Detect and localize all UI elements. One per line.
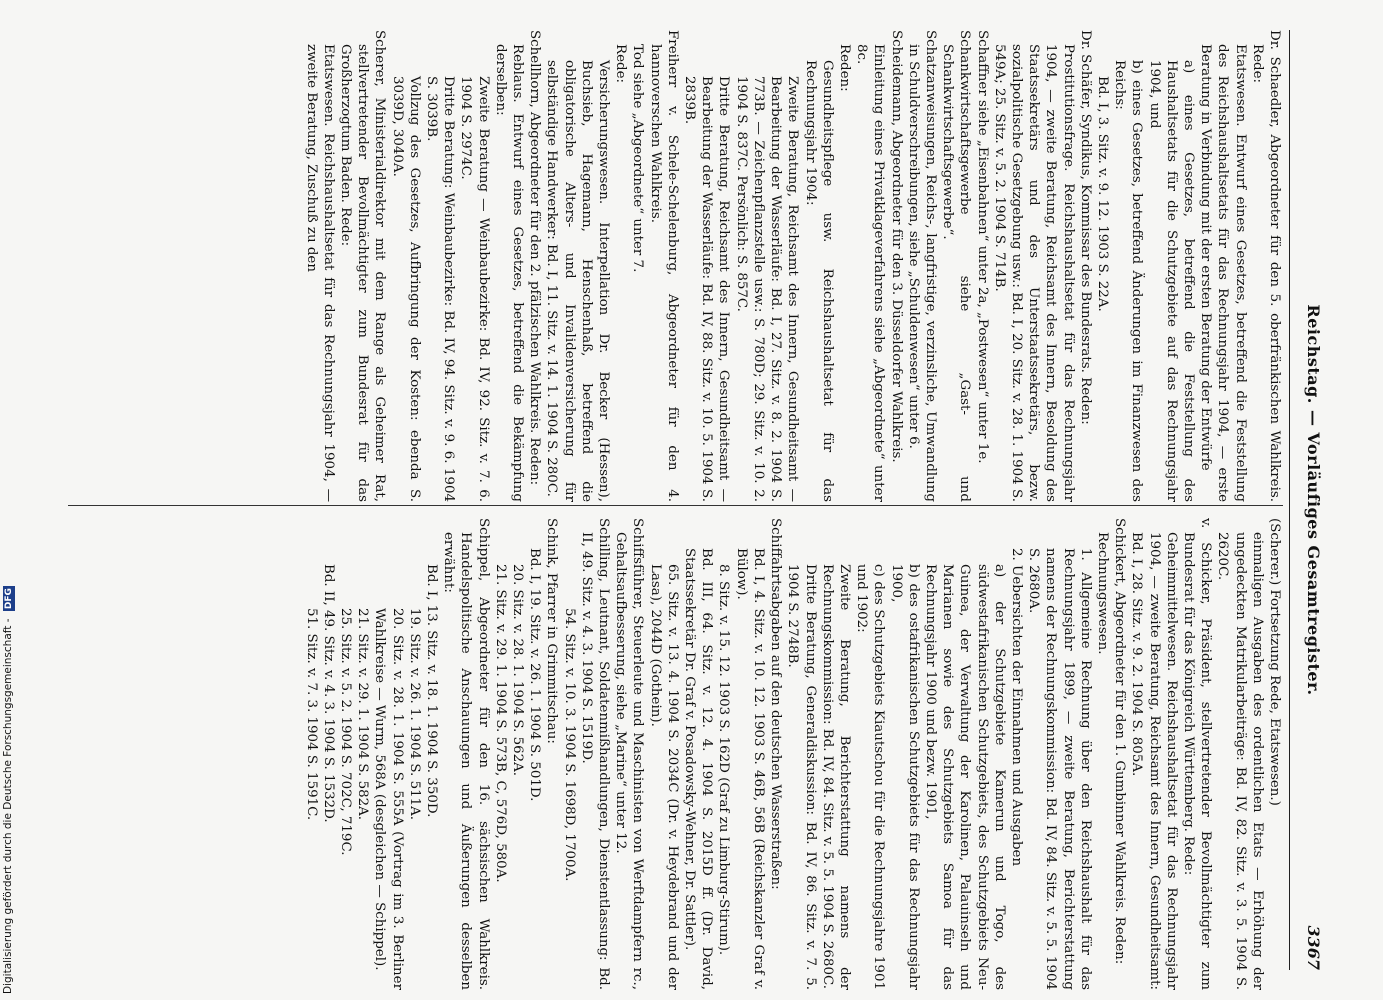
index-entry: Schickert, Abgeordneter für den 1. Gumbinner Wahlkreis. Reden: (1112, 518, 1128, 965)
index-entry: Scherer, Ministerialdirektor mit dem Range als Geheimer Rat, stellvertretender Bevollmächtigter zum Bundesrat für das Großherzogtum Baden. Rede: (338, 30, 388, 502)
index-entry: 51. Sitz. v. 7. 3. 1904 S. 1591C. (303, 608, 319, 821)
index-entry: Reden: (836, 44, 852, 92)
running-header (1293, 30, 1323, 970)
index-entry: Bd. I, 4. Sitz. v. 10. 12. 1903 S. 46B, 56B (Reichskanzler Graf v. Bülow). (733, 548, 766, 990)
page-number: 3367 (1304, 925, 1323, 970)
index-entry: b) des ostafrikanischen Schutzgebiets für das Rechnungsjahr 1900, (888, 564, 921, 990)
index-entry: Reblaus. Entwurf eines Gesetzes, betreffend die Bekämpfung derselben: (492, 44, 526, 502)
index-entry: Tod siehe „Abgeordnete“ unter 7. (630, 44, 646, 273)
dfg-logo: DFG (4, 588, 14, 610)
index-entry: Prostitutionsfrage. Reichshaushaltsetat für das Rechnungsjahr 1904, — zweite Beratung, Reichsamt des Innern, Besoldung des Staatssekretärs und des Unterstaatssekretärs, bezw. sozialpolitische Gesetzgebung usw.: Bd. I, 20. Sitz. v. 28. 1. 1904 S. 549A; 25. Sitz. v. 5. 2. 1904 S. 714B. (991, 44, 1076, 502)
index-entry: Schink, Pfarrer in Grimmitschau: (544, 518, 560, 744)
header-title: Reichstag. — Vorläufiges Gesamtregister. (1304, 304, 1323, 696)
index-entry: Dr. Schäfer, Syndikus, Kommissar des Bundesrats. Reden: (1077, 30, 1093, 425)
index-entry: Schellhorn, Abgeordneter für den 2. pfälzischen Wahlkreis. Reden: (527, 30, 543, 486)
index-entry: einmaligen Ausgaben des ordentlichen Etats — Erhöhung der ungedeckten Matrikularbeiträge: Bd. IV, 82. Sitz. v. 3. 5. 1904 S. 2620C. (1215, 532, 1265, 990)
index-entry: Dritte Beratung: Weinbaubezirke: Bd. IV, 94. Sitz. v. 9. 6. 1904 S. 3039B. (424, 76, 457, 502)
index-entry: Rede: (613, 44, 629, 84)
index-entry: 54. Sitz. v. 10. 3. 1904 S. 1698D, 1700A. (561, 608, 577, 882)
index-entry: Bd. III, 64. Sitz. v. 12. 4. 1904 S. 2015D ff. (Dr. David, Staatssekretär Dr. Graf v. Posadowsky-Wehner, Dr. Sattler). (682, 548, 715, 990)
index-entry: 20. Sitz. v. 28. 1. 1904 S. 555A (Vortrag im 3. Berliner Wahlkreise — Wurm, 568A (desgleichen — Schippel). (372, 608, 405, 990)
index-entry: 19. Sitz. v. 26. 1. 1904 S. 511A. (406, 608, 422, 821)
index-entry: b) eines Gesetzes, betreffend Änderungen im Finanzwesen des Reichs: (1112, 60, 1145, 502)
index-entry: Schilling, Leutnant, Soldatenmißhandlungen, Dienstentlassung: Bd. II, 49. Sitz. v. 4. 3. 1904 S. 1519D. (578, 518, 612, 990)
index-entry: Dr. Schaedler, Abgeordneter für den 5. oberfränkischen Wahlkreis. Rede: (1249, 30, 1282, 502)
footer-text: Digitalisierung gefördert durch die Deutsche Forschungsgemeinschaft - (2, 618, 14, 994)
index-entry: 65. Sitz. v. 13. 4. 1904 S. 2034C (Dr. v. Heydebrand und der Lasa), 2044D (Gothein). (647, 564, 680, 990)
index-entry: Dritte Beratung, Generaldiskussion: Bd. IV, 86. Sitz. v. 7. 5. 1904 S. 2748B. (785, 564, 818, 990)
index-entry: Scheidemann, Abgeordneter für den 3. Düsseldorfer Wahlkreis. (888, 30, 904, 463)
index-entry: 21. Sitz. v. 29. 1. 1904 S. 582A. (355, 608, 371, 821)
index-entry: a) eines Gesetzes, betreffend die Feststellung des Haushaltsetats für die Schutzgebiete auf das Rechnungsjahr 1904, und (1146, 60, 1196, 502)
index-entry: Einleitung eines Privatklageverfahrens siehe „Abgeordnete“ unter 8c. (854, 44, 887, 502)
index-entry: Dritte Beratung, Reichsamt des Innern, Gesundheitsamt — Bearbeitung der Wasserläufe: Bd. IV, 88. Sitz. v. 10. 5. 1904 S. 2839B. (682, 76, 732, 502)
index-entry: 1. Allgemeine Rechnung über den Reichshaushalt für das Rechnungsjahr 1899, — zweite Beratung, Berichterstattung namens der Rechnungskommission: Bd. IV, 84. Sitz. v. 5. 5. 1904 S. 2680A. (1026, 548, 1093, 990)
index-entry: 8. Sitz. v. 15. 12. 1903 S. 162D (Graf zu Limburg-Stirum). (716, 564, 732, 956)
index-entry: Schippel, Abgeordneter für den 16. sächsischen Wahlkreis. Handelspolitische Anschauungen und Äußerungen desselben erwähnt: (441, 518, 491, 990)
index-entry: Freiherr v. Schele-Schelenburg, Abgeordneter für den 4. hannoverschen Wahlkreis. (647, 30, 680, 502)
index-entry: a) der Schutzgebiete Kamerun und Togo, des südwestafrikanischen Schutzgebiets, des Schutzgebiets Neu-Guinea, der Verwaltung der Karolinen, Palauinseln und Marianen sowie des Schutzgebiets Samoa für das Rechnungsjahr 1900 und bezw. 1901, (922, 564, 1007, 990)
index-entry: 2. Uebersichten der Einnahmen und Ausgaben (1008, 548, 1024, 867)
index-entry: Etatswesen. Entwurf eines Gesetzes, betreffend die Feststellung des Reichshaushaltsetats für das Rechnungsjahr 1904, — erste Beratung in Verbindung mit der ersten Beratung der Entwürfe (1198, 44, 1248, 502)
index-entry: (Scherer.) Fortsetzung Rede, Etatswesen.) (1267, 518, 1282, 806)
index-entry: Schaffner siehe „Eisenbahnen“ unter 2a, „Postwesen“ unter 1e. (974, 30, 990, 464)
index-entry: Bd. I, 13. Sitz. v. 18. 1. 1904 S. 350D. (424, 564, 440, 818)
index-entry: Schiffsführer, Steuerleute und Maschinisten von Werftdampfern rc., Gehaltsaufbesserung, siehe „Marine“ unter 12. (613, 518, 646, 990)
right-column (302, 518, 1283, 990)
index-entry: Zweite Beratung — Weinbaubezirke: Bd. IV, 92. Sitz. v. 7. 6. 1904 S. 2974C. (458, 76, 491, 502)
index-entry: Zweite Beratung, Reichsamt des Innern, Gesundheitsamt — Bearbeitung der Wasserläufe: Bd. I, 27. Sitz. v. 8. 2. 1904 S. 773B. — Zeichenpflanzstelle usw.: S. 780D; 29. Sitz. v. 10. 2. 1904 S. 837C. Persönlich: S. 857C. (733, 76, 801, 502)
index-entry: v. Schicker, Präsident, stellvertretender Bevollmächtigter zum Bundesrat für das Königreich Württemberg. Rede: (1180, 518, 1214, 990)
index-entry: Vollzug des Gesetzes, Aufbringung der Kosten: ebenda S. 3039D, 3040A. (389, 76, 422, 502)
column-divider (68, 505, 1283, 506)
index-entry: Geheimmittelwesen. Reichshaushaltsetat für das Rechnungsjahr 1904, — zweite Beratung, Reichsamt des Innern, Gesundheitsamt: Bd. I, 28. Sitz. v. 9. 2. 1904 S. 805A. (1129, 532, 1179, 990)
index-entry: Versicherungswesen. Interpellation Dr. Becker (Hessen), Buchsieb, Hagemann, Henschenhaß, betreffend die obligatorische Alters- und Invalidenversicherung für selbständige Handwerker: Bd. I, 11. Sitz. v. 14. 1. 1904 S. 280C. (544, 60, 612, 502)
index-entry: Rechnungswesen. (1094, 532, 1110, 655)
left-column (302, 30, 1283, 502)
footer-credit (0, 0, 16, 1000)
index-entry: Schankwirtschaftsgewerbe siehe „Gast- und Schankwirtschaftsgewerbe“. (940, 30, 973, 502)
index-entry: Gesundheitspflege usw. Reichshaushaltsetat für das Rechnungsjahr 1904: (802, 60, 835, 502)
index-entry: Zweite Beratung, Berichterstattung namens der Rechnungskommission: Bd. IV, 84. Sitz. v. 5. 5. 1904 S. 2680C. (819, 564, 852, 990)
index-entry: Schiffahrtsabgaben auf den deutschen Wasserstraßen: (768, 518, 784, 890)
header-rule (1289, 30, 1290, 970)
index-entry: 21. Sitz. v. 29. 1. 1904 S. 573B, C, 576D, 580A. (492, 564, 508, 883)
index-entry: Bd. I, 19. Sitz. v. 26. 1. 1904 S. 501D. (527, 548, 543, 802)
index-entry: Bd. I, 3. Sitz. v. 9. 12. 1903 S. 22A. (1094, 76, 1110, 312)
index-entry: Schatzanweisungen, Reichs-, langfristige, verzinsliche, Umwandlung in Schuldverschreibungen, siehe „Schuldenwesen“ unter 6. (905, 30, 938, 502)
index-entry: Etatswesen. Reichshaushaltsetat für das Rechnungsjahr 1904, — zweite Beratung, Zuschuß zu den (303, 44, 336, 502)
index-entry: 25. Sitz. v. 5. 2. 1904 S. 702C, 719C. (338, 608, 354, 856)
index-entry: c) des Schutzgebiets Kiautschou für die Rechnungsjahre 1901 und 1902: (854, 564, 887, 990)
index-entry: 20. Sitz. v. 28. 1. 1904 S. 562A. (510, 564, 526, 777)
index-entry: Bd. II, 49. Sitz. v. 4. 3. 1904 S. 1532D. (320, 564, 336, 823)
